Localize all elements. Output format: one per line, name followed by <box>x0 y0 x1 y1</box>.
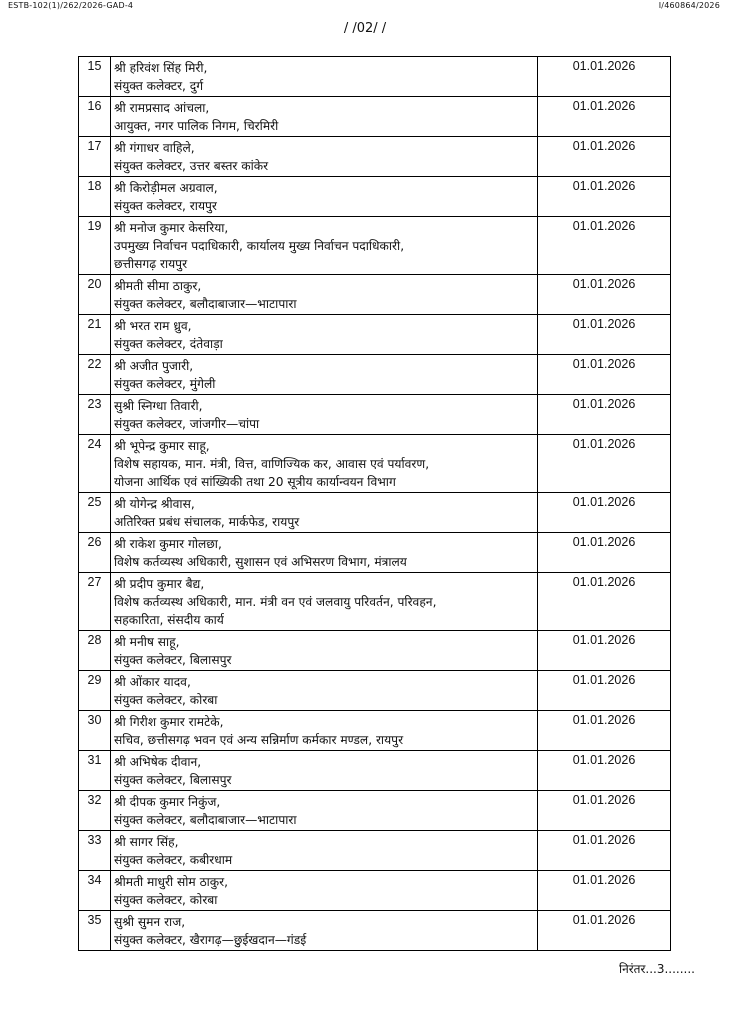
effective-date: 01.01.2026 <box>538 217 671 275</box>
officer-details <box>111 573 538 631</box>
officer-posting-line: सहकारिता, संसदीय कार्य <box>114 613 224 627</box>
officer-details <box>111 435 538 493</box>
officer-name: श्री हरिवंश सिंह मिरी, <box>114 61 208 75</box>
officer-name: श्री गंगाधर वाहिले, <box>114 141 195 155</box>
effective-date: 01.01.2026 <box>538 57 671 97</box>
table-row <box>79 711 671 751</box>
effective-date: 01.01.2026 <box>538 751 671 791</box>
serial-number: 23 <box>79 395 111 435</box>
officer-details <box>111 355 538 395</box>
officer-posting-line: संयुक्त कलेक्टर, जांजगीर—चांपा <box>114 417 260 431</box>
serial-number: 21 <box>79 315 111 355</box>
serial-number: 15 <box>79 57 111 97</box>
officer-details <box>111 97 538 137</box>
officer-name: श्री राकेश कुमार गोलछा, <box>114 537 222 551</box>
officer-posting-line: विशेष सहायक, मान. मंत्री, वित्त, वाणिज्यिक कर, आवास एवं पर्यावरण, <box>114 457 430 471</box>
officer-posting-line: संयुक्त कलेक्टर, दुर्ग <box>114 79 204 93</box>
officer-details <box>111 671 538 711</box>
serial-number: 18 <box>79 177 111 217</box>
table-row <box>79 435 671 493</box>
serial-number: 24 <box>79 435 111 493</box>
table-row <box>79 831 671 871</box>
table-row <box>79 217 671 275</box>
continuation-note: निरंतर...3........ <box>618 962 695 976</box>
officer-details <box>111 711 538 751</box>
officer-posting-line: संयुक्त कलेक्टर, खैरागढ़—छुईखदान—गंडई <box>114 933 307 947</box>
officer-details <box>111 137 538 177</box>
serial-number: 33 <box>79 831 111 871</box>
table-row <box>79 315 671 355</box>
officer-details <box>111 533 538 573</box>
effective-date: 01.01.2026 <box>538 315 671 355</box>
officer-posting-line: संयुक्त कलेक्टर, बलौदाबाजार—भाटापारा <box>114 297 297 311</box>
officer-posting-line: संयुक्त कलेक्टर, कोरबा <box>114 893 218 907</box>
serial-number: 34 <box>79 871 111 911</box>
page-number: / /02/ / <box>343 21 387 36</box>
effective-date: 01.01.2026 <box>538 533 671 573</box>
table-row <box>79 493 671 533</box>
table-row <box>79 751 671 791</box>
serial-number: 26 <box>79 533 111 573</box>
officer-name: श्री अभिषेक दीवान, <box>114 755 202 769</box>
table-row <box>79 573 671 631</box>
officer-posting-line: संयुक्त कलेक्टर, मुंगेली <box>114 377 216 391</box>
effective-date: 01.01.2026 <box>538 573 671 631</box>
table-row <box>79 137 671 177</box>
effective-date: 01.01.2026 <box>538 671 671 711</box>
officer-posting-line: संयुक्त कलेक्टर, दंतेवाड़ा <box>114 337 223 351</box>
officer-posting-line: संयुक्त कलेक्टर, बिलासपुर <box>114 653 232 667</box>
officer-posting-line: योजना आर्थिक एवं सांख्यिकी तथा 20 सूत्रीय कार्यान्वयन विभाग <box>114 475 396 489</box>
officer-posting-line: संयुक्त कलेक्टर, कोरबा <box>114 693 218 707</box>
serial-number: 32 <box>79 791 111 831</box>
effective-date: 01.01.2026 <box>538 831 671 871</box>
officer-name: सुश्री सुमन राज, <box>114 915 186 929</box>
officer-name: सुश्री स्निग्धा तिवारी, <box>114 399 203 413</box>
officer-details <box>111 395 538 435</box>
officer-name: श्री भरत राम ध्रुव, <box>114 319 192 333</box>
officer-name: श्री रामप्रसाद आंचला, <box>114 101 210 115</box>
officer-name: श्रीमती माधुरी सोम ठाकुर, <box>114 875 229 889</box>
serial-number: 35 <box>79 911 111 951</box>
officer-name: श्री प्रदीप कुमार बैद्य, <box>114 577 205 591</box>
officer-posting-line: विशेष कर्तव्यस्थ अधिकारी, मान. मंत्री वन एवं जलवायु परिवर्तन, परिवहन, <box>114 595 437 609</box>
serial-number: 27 <box>79 573 111 631</box>
table-row <box>79 275 671 315</box>
effective-date: 01.01.2026 <box>538 97 671 137</box>
officer-posting-line: उपमुख्य निर्वाचन पदाधिकारी, कार्यालय मुख्य निर्वाचन पदाधिकारी, <box>114 239 405 253</box>
officers-table-body <box>79 57 671 951</box>
table-row <box>79 533 671 573</box>
officer-name: श्री मनीष साहू, <box>114 635 180 649</box>
table-row <box>79 671 671 711</box>
table-row <box>79 631 671 671</box>
officer-name: श्री भूपेन्द्र कुमार साहू, <box>114 439 210 453</box>
serial-number: 25 <box>79 493 111 533</box>
officer-details <box>111 831 538 871</box>
officer-details <box>111 177 538 217</box>
table-row <box>79 57 671 97</box>
effective-date: 01.01.2026 <box>538 395 671 435</box>
table-row <box>79 177 671 217</box>
officer-posting-line: अतिरिक्त प्रबंध संचालक, मार्कफेड, रायपुर <box>114 515 300 529</box>
effective-date: 01.01.2026 <box>538 435 671 493</box>
officer-details <box>111 315 538 355</box>
officer-details <box>111 911 538 951</box>
officer-name: श्री दीपक कुमार निकुंज, <box>114 795 221 809</box>
table-row <box>79 791 671 831</box>
effective-date: 01.01.2026 <box>538 791 671 831</box>
officer-name: श्रीमती सीमा ठाकुर, <box>114 279 202 293</box>
officer-name: श्री किरोड़ीमल अग्रवाल, <box>114 181 218 195</box>
officer-posting-line: सचिव, छत्तीसगढ़ भवन एवं अन्य सन्निर्माण कर्मकार मण्डल, रायपुर <box>114 733 404 747</box>
officer-name: श्री गिरीश कुमार रामटेके, <box>114 715 224 729</box>
effective-date: 01.01.2026 <box>538 711 671 751</box>
effective-date: 01.01.2026 <box>538 871 671 911</box>
officer-details <box>111 871 538 911</box>
officer-details <box>111 57 538 97</box>
serial-number: 30 <box>79 711 111 751</box>
officer-name: श्री ओंकार यादव, <box>114 675 191 689</box>
effective-date: 01.01.2026 <box>538 355 671 395</box>
officer-details <box>111 791 538 831</box>
officer-name: श्री सागर सिंह, <box>114 835 179 849</box>
serial-number: 19 <box>79 217 111 275</box>
serial-number: 31 <box>79 751 111 791</box>
effective-date: 01.01.2026 <box>538 631 671 671</box>
officer-name: श्री अजीत पुजारी, <box>114 359 194 373</box>
table-row <box>79 97 671 137</box>
officer-posting-line: संयुक्त कलेक्टर, बलौदाबाजार—भाटापारा <box>114 813 297 827</box>
officer-posting-line: संयुक्त कलेक्टर, उत्तर बस्तर कांकेर <box>114 159 269 173</box>
officer-details <box>111 631 538 671</box>
table-row <box>79 871 671 911</box>
officer-name: श्री योगेन्द्र श्रीवास, <box>114 497 195 511</box>
table-row <box>79 395 671 435</box>
effective-date: 01.01.2026 <box>538 275 671 315</box>
serial-number: 20 <box>79 275 111 315</box>
officers-table <box>78 56 671 951</box>
serial-number: 29 <box>79 671 111 711</box>
table-row <box>79 911 671 951</box>
serial-number: 28 <box>79 631 111 671</box>
officer-details <box>111 275 538 315</box>
officer-posting-line: विशेष कर्तव्यस्थ अधिकारी, सुशासन एवं अभिसरण विभाग, मंत्रालय <box>114 555 407 569</box>
officer-posting-line: छत्तीसगढ़ रायपुर <box>114 257 188 271</box>
serial-number: 16 <box>79 97 111 137</box>
officer-details <box>111 217 538 275</box>
file-number: ESTB-102(1)/262/2026-GAD-4 <box>8 1 134 10</box>
officer-details <box>111 493 538 533</box>
officer-posting-line: संयुक्त कलेक्टर, रायपुर <box>114 199 217 213</box>
effective-date: 01.01.2026 <box>538 177 671 217</box>
officer-posting-line: संयुक्त कलेक्टर, बिलासपुर <box>114 773 232 787</box>
officer-details <box>111 751 538 791</box>
effective-date: 01.01.2026 <box>538 137 671 177</box>
reference-number: I/460864/2026 <box>658 1 720 10</box>
effective-date: 01.01.2026 <box>538 493 671 533</box>
serial-number: 22 <box>79 355 111 395</box>
officer-name: श्री मनोज कुमार केसरिया, <box>114 221 229 235</box>
effective-date: 01.01.2026 <box>538 911 671 951</box>
table-row <box>79 355 671 395</box>
serial-number: 17 <box>79 137 111 177</box>
officer-posting-line: संयुक्त कलेक्टर, कबीरधाम <box>114 853 233 867</box>
officer-posting-line: आयुक्त, नगर पालिक निगम, चिरमिरी <box>114 119 279 133</box>
